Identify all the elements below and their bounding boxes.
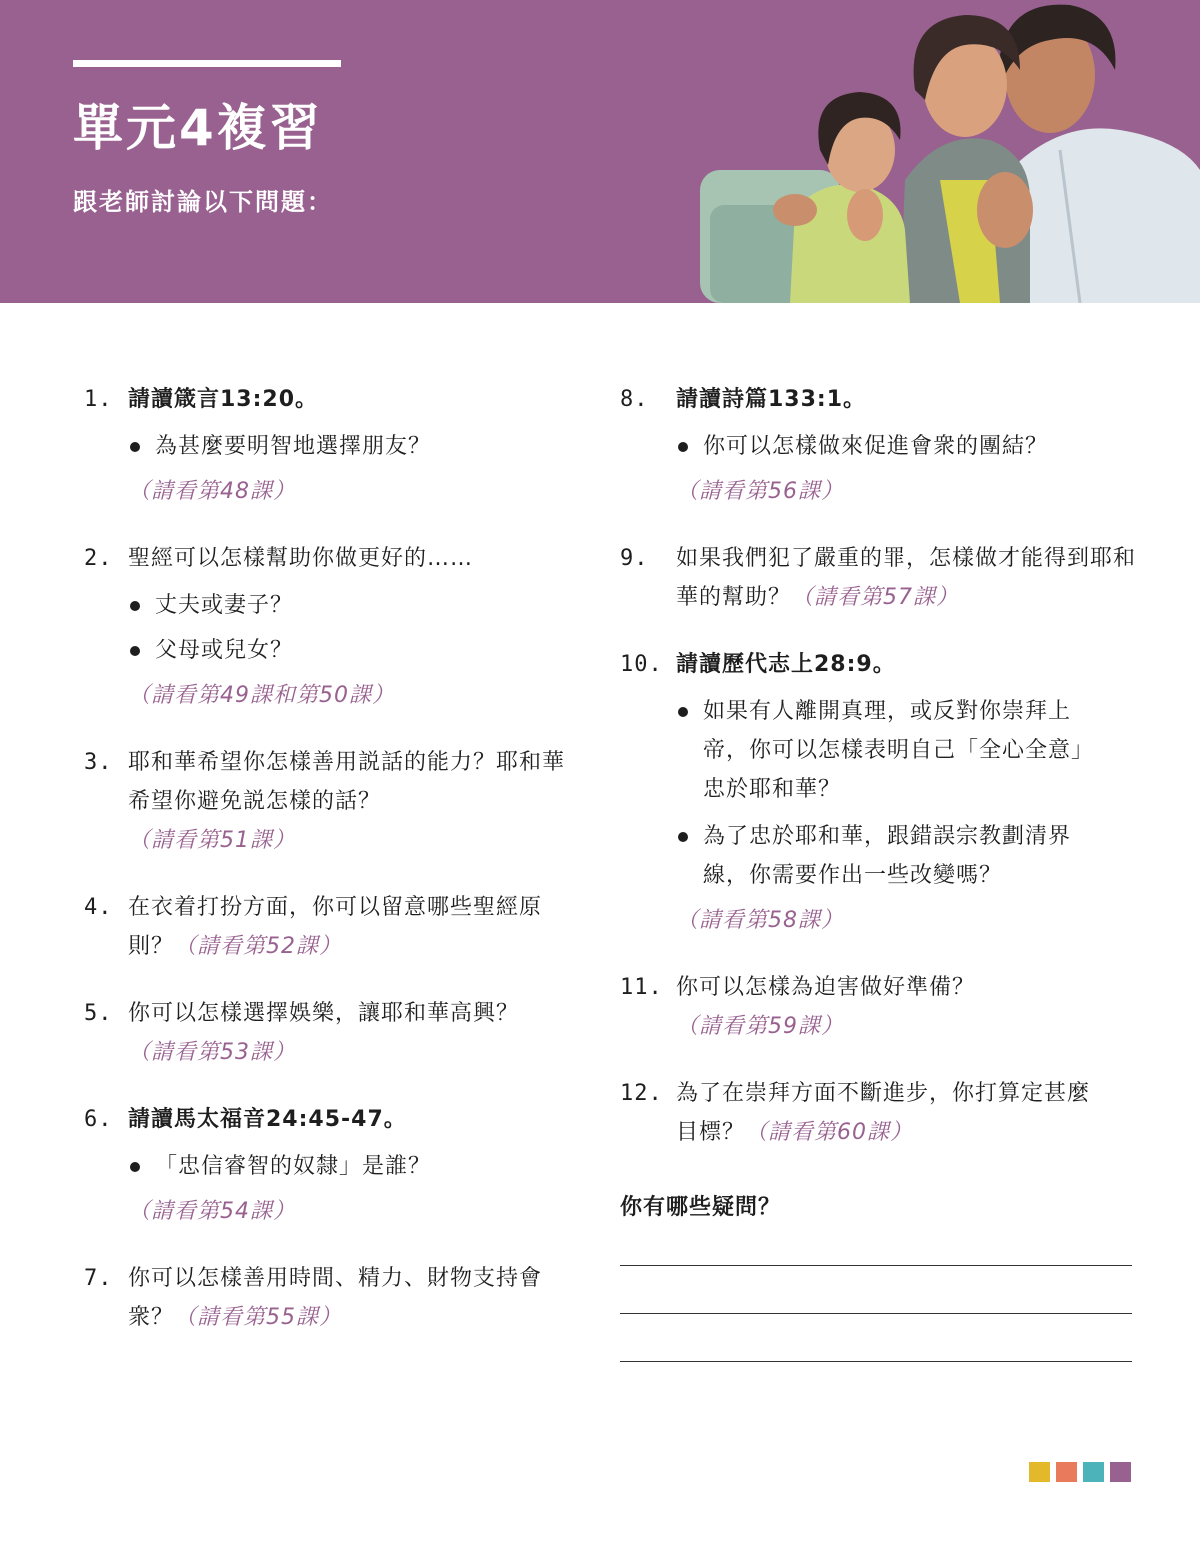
color-swatches bbox=[1029, 1462, 1131, 1482]
question-text: 如果我們犯了嚴重的罪，怎樣做才能得到耶和華的幫助？ bbox=[676, 546, 1137, 610]
question-text: 你可以怎樣選擇娛樂，讓耶和華高興？ bbox=[128, 1001, 520, 1026]
header-banner bbox=[0, 0, 1200, 303]
question-number: 7. bbox=[84, 1266, 113, 1291]
lesson-reference: （請看第52課） bbox=[174, 934, 343, 959]
question-3 bbox=[84, 743, 584, 860]
question-number: 4. bbox=[84, 895, 113, 920]
question-number: 11. bbox=[620, 975, 663, 1000]
page-subtitle: 跟老師討論以下問題： bbox=[73, 188, 333, 216]
question-number: 6. bbox=[84, 1107, 113, 1132]
question-text: 在衣着打扮方面，你可以留意哪些聖經原則？ bbox=[128, 895, 543, 959]
question-9 bbox=[620, 539, 1150, 617]
question-5 bbox=[84, 994, 584, 1072]
question-text: 請讀詩篇133:1。 bbox=[676, 387, 867, 412]
lesson-reference: （請看第59課） bbox=[676, 1014, 844, 1039]
header-rule bbox=[73, 60, 341, 67]
lesson-reference: （請看第49課和第50課） bbox=[128, 683, 395, 708]
lesson-reference: （請看第60課） bbox=[745, 1120, 914, 1145]
question-8 bbox=[620, 380, 1150, 419]
lesson-reference: （請看第48課） bbox=[128, 479, 296, 504]
lesson-reference: （請看第57課） bbox=[791, 585, 960, 610]
bullet-item: 父母或兒女？ bbox=[128, 631, 584, 670]
question-number: 12. bbox=[620, 1081, 663, 1106]
question-number: 3. bbox=[84, 750, 113, 775]
question-10 bbox=[620, 645, 1150, 684]
question-text: 耶和華希望你怎樣善用説話的能力？耶和華希望你避免説怎樣的話？ bbox=[128, 750, 566, 814]
swatch-purple bbox=[1110, 1462, 1131, 1482]
lesson-reference: （請看第54課） bbox=[128, 1199, 296, 1224]
answer-line[interactable] bbox=[620, 1361, 1132, 1362]
bullet-item: 丈夫或妻子？ bbox=[128, 586, 584, 625]
questions-right-column bbox=[620, 380, 1150, 1362]
question-text: 聖經可以怎樣幫助你做更好的…… bbox=[128, 546, 474, 571]
question-7 bbox=[84, 1259, 584, 1337]
question-12 bbox=[620, 1074, 1150, 1152]
question-text: 請讀歷代志上28:9。 bbox=[676, 652, 896, 677]
question-6 bbox=[84, 1100, 584, 1139]
lesson-reference: （請看第53課） bbox=[128, 1040, 296, 1065]
question-number: 10. bbox=[620, 652, 663, 677]
question-2 bbox=[84, 539, 584, 578]
family-praying-illustration bbox=[700, 0, 1200, 303]
lesson-reference: （請看第56課） bbox=[676, 479, 844, 504]
question-number: 8. bbox=[620, 387, 649, 412]
question-text: 你可以怎樣為迫害做好準備？ bbox=[676, 975, 976, 1000]
question-number: 9. bbox=[620, 546, 649, 571]
question-number: 1. bbox=[84, 387, 113, 412]
swatch-coral bbox=[1056, 1462, 1077, 1482]
answer-line[interactable] bbox=[620, 1313, 1132, 1314]
questions-left-column bbox=[84, 380, 584, 1337]
swatch-yellow bbox=[1029, 1462, 1050, 1482]
bullet-item: 為了忠於耶和華，跟錯誤宗教劃清界線，你需要作出一些改變嗎？ bbox=[676, 817, 1150, 895]
lesson-reference: （請看第58課） bbox=[676, 908, 844, 933]
bullet-item: 為甚麼要明智地選擇朋友？ bbox=[128, 427, 584, 466]
question-text: 你可以怎樣善用時間、精力、財物支持會衆？ bbox=[128, 1266, 543, 1330]
your-questions-heading: 你有哪些疑問？ bbox=[620, 1195, 782, 1220]
question-1 bbox=[84, 380, 584, 419]
question-text: 為了在崇拜方面不斷進步，你打算定甚麼目標？ bbox=[676, 1081, 1091, 1145]
question-4 bbox=[84, 888, 584, 966]
question-number: 5. bbox=[84, 1001, 113, 1026]
page-title: 單元4複習 bbox=[73, 99, 323, 157]
bullet-item: 你可以怎樣做來促進會衆的團結？ bbox=[676, 427, 1150, 466]
question-text: 請讀箴言13:20。 bbox=[128, 387, 319, 412]
lesson-reference: （請看第51課） bbox=[128, 828, 296, 853]
question-number: 2. bbox=[84, 546, 113, 571]
lesson-reference: （請看第55課） bbox=[174, 1305, 343, 1330]
question-11 bbox=[620, 968, 1150, 1046]
answer-line[interactable] bbox=[620, 1265, 1132, 1266]
bullet-item: 如果有人離開真理，或反對你崇拜上帝，你可以怎樣表明自己「全心全意」忠於耶和華？ bbox=[676, 692, 1150, 809]
question-text: 請讀馬太福音24:45-47。 bbox=[128, 1107, 407, 1132]
swatch-teal bbox=[1083, 1462, 1104, 1482]
bullet-item: 「忠信睿智的奴隸」是誰？ bbox=[128, 1147, 584, 1186]
